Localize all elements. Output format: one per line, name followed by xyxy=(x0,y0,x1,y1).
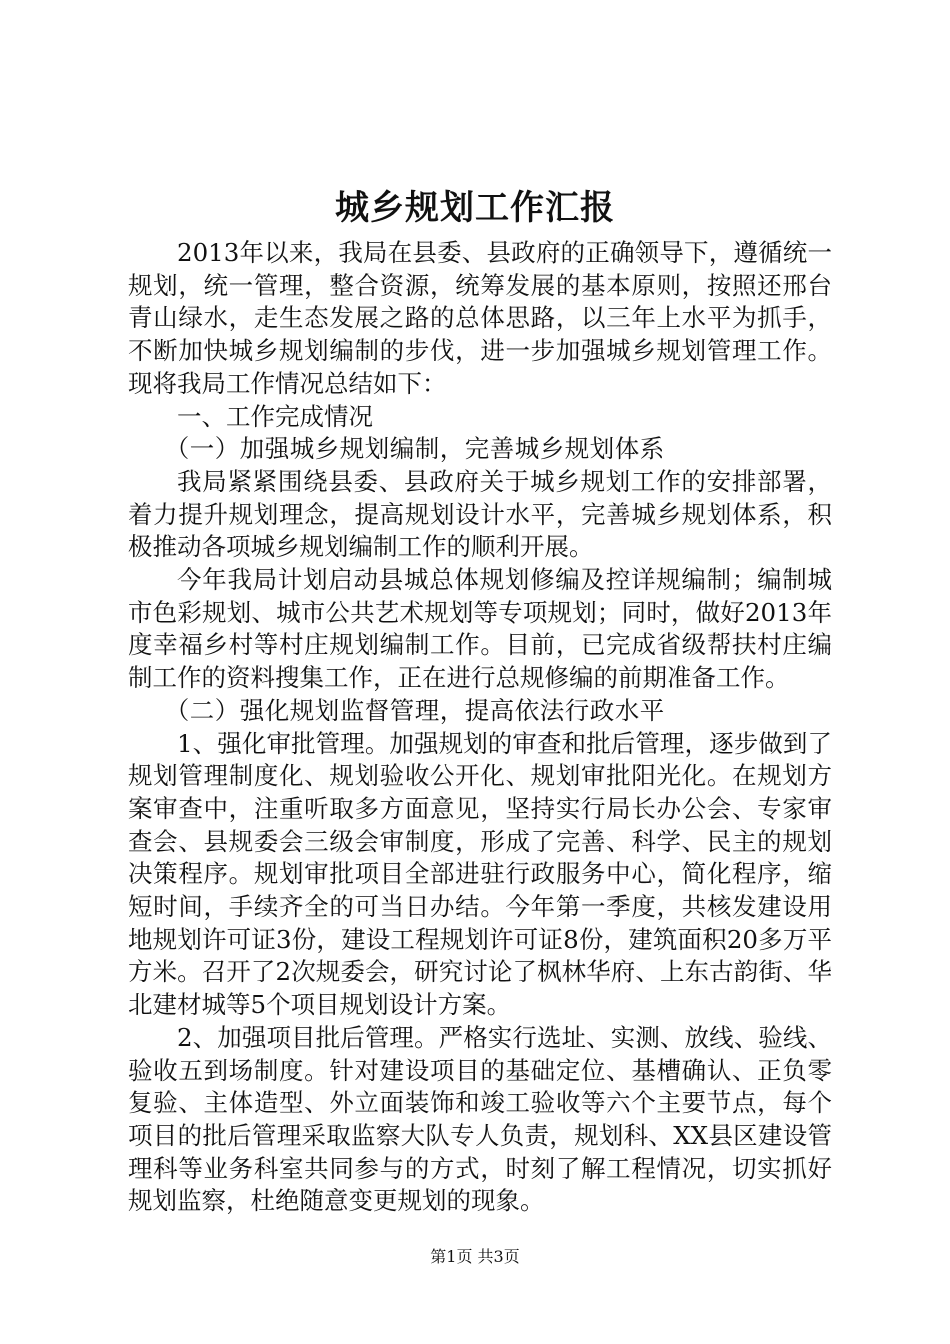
body-paragraph: 2、加强项目批后管理。严格实行选址、实测、放线、验线、验收五到场制度。针对建设项目的基础定位、基槽确认、正负零复验、主体造型、外立面装饰和竣工验收等六个主要节点，每个项目的批后管理采取监察大队专人负责，规划科、XX县区建设管理科等业务科室共同参与的方式，时刻了解工程情况，切实抓好规划监察，杜绝随意变更规划的现象。 xyxy=(128,1022,832,1216)
subsection-heading-1: （一）加强城乡规划编制，完善城乡规划体系 xyxy=(164,434,665,464)
section-heading-1: 一、工作完成情况 xyxy=(177,401,373,431)
body-paragraph: 我局紧紧围绕县委、县政府关于城乡规划工作的安排部署，着力提升规划理念，提高规划设计水平，完善城乡规划体系，积极推动各项城乡规划编制工作的顺利开展。 xyxy=(128,466,832,562)
page-footer: 第1页 共3页 xyxy=(430,1247,520,1266)
body-paragraph: 今年我局计划启动县城总体规划修编及控详规编制；编制城市色彩规划、城市公共艺术规划等专项规划；同时，做好2013年度幸福乡村等村庄规划编制工作。目前，已完成省级帮扶村庄编制工作的资料搜集工作，正在进行总规修编的前期准备工作。 xyxy=(128,565,832,693)
body-paragraph: 1、强化审批管理。加强规划的审查和批后管理，逐步做到了规划管理制度化、规划验收公开化、规划审批阳光化。在规划方案审查中，注重听取多方面意见，坚持实行局长办公会、专家审查会、县规委会三级会审制度，形成了完善、科学、民主的规划决策程序。规划审批项目全部进驻行政服务中心，简化程序，缩短时间，手续齐全的可当日办结。今年第一季度，共核发建设用地规划许可证3份，建设工程规划许可证8份，建筑面积20多万平方米。召开了2次规委会，研究讨论了枫林华府、上东古韵街、华北建材城等5个项目规划设计方案。 xyxy=(128,728,832,1020)
intro-paragraph: 2013年以来，我局在县委、县政府的正确领导下，遵循统一规划，统一管理，整合资源，统筹发展的基本原则，按照还邢台青山绿水，走生态发展之路的总体思路，以三年上水平为抓手，不断加快城乡规划编制的步伐，进一步加强城乡规划管理工作。现将我局工作情况总结如下： xyxy=(128,238,832,398)
subsection-heading-2: （二）强化规划监督管理，提高依法行政水平 xyxy=(164,695,665,725)
document-title: 城乡规划工作汇报 xyxy=(335,188,615,228)
document-body xyxy=(128,237,832,1218)
